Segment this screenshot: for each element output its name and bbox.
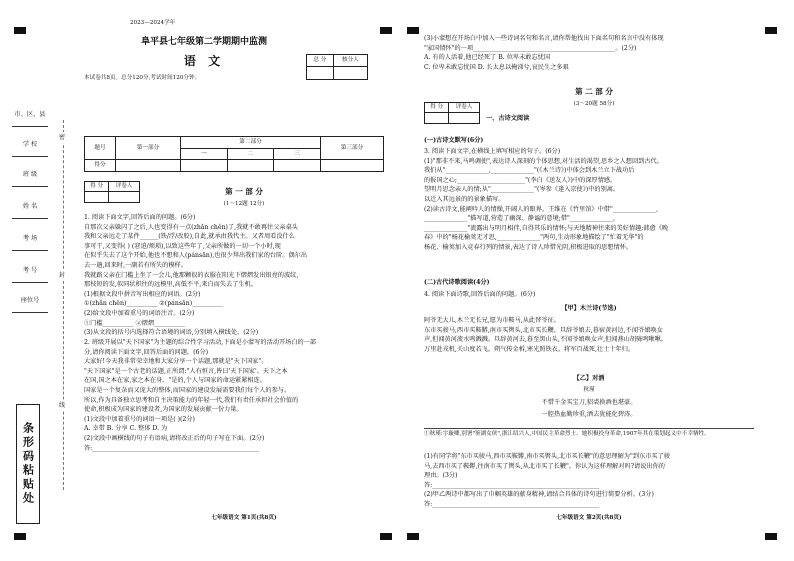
spine-field-name: 姓 名: [22, 203, 38, 210]
q-line: A. 有的人活着,他已经死了 B. 位卑未敢忘忧国: [424, 54, 551, 62]
spine-line[interactable]: [12, 156, 48, 157]
grader-name-label: 评卷人: [109, 182, 140, 192]
spine-line[interactable]: [12, 312, 48, 313]
score-cell[interactable]: [181, 160, 228, 172]
q-line: 使命,积极成为国家的建设者,为国家的发展贡献一份力量。: [84, 406, 243, 414]
registration-mark-bottom-mid-left: [380, 533, 392, 540]
question-4-subs: [424, 452, 754, 510]
page-footer-2: 七年级语文 第2页(共8页): [556, 515, 622, 521]
score-cell[interactable]: [321, 160, 384, 172]
question-block-1-2: [84, 213, 390, 453]
q-line[interactable]: 我们从"______________,______________"(《木兰诗》)中体会到木兰立下战功后: [424, 167, 635, 175]
spine-field-class: 班 级: [22, 171, 38, 178]
score-table: [84, 136, 384, 172]
q-line: (2)给文段中加着重号的词语注音。(2分): [84, 310, 195, 318]
answer-line[interactable]: 答:______________________________________________________: [84, 444, 260, 452]
exam-note: 本试卷共8页。总分120分,考试时间120分钟。: [84, 75, 201, 81]
score-table-row-label: 得分: [85, 160, 116, 172]
spine-line[interactable]: [12, 250, 48, 251]
q-line: (1)"那非不来,马鸣调使",表达诗人深刻的个体思想,对生活的渴望,思乡之人想回到古代。: [424, 157, 663, 165]
total-score-cell[interactable]: [307, 67, 334, 80]
subsection-heading: (二)古代诗歌阅读(4分): [424, 279, 490, 286]
seal-char: 封: [59, 270, 65, 281]
total-score-label: 总 分: [307, 55, 334, 67]
spine-field-seat: 座位号: [20, 297, 40, 304]
grader-name-cell[interactable]: [449, 113, 480, 124]
grader-score-cell[interactable]: [425, 113, 449, 124]
q-line[interactable]: 春》中的"杨花榆荚无才思,______________"两句,生动形象地描绘了"忙着无华"的: [424, 234, 644, 242]
barcode-paste-area: 条形码粘贴处: [16, 404, 40, 524]
poem-b-author: 秋瑾: [583, 387, 595, 393]
score-cell[interactable]: [116, 160, 181, 172]
checker-label: 核分人: [333, 55, 367, 67]
registration-mark-bottom-mid-right: [407, 533, 419, 540]
q-line: 杨花、榆荚加入竞春行列的情景,表达了诗人珍惜光阴,积极进取的思想情怀。: [424, 244, 633, 252]
footnote-rule: [424, 428, 754, 429]
score-table-header: 第二部分: [181, 137, 321, 149]
poem-b-footnote: ①秋瑾:字璇卿,别署"鉴湖女侠",浙江绍兴人,中国民主革命烈士。她积极投身革命,1907年其在策划起义中不幸牺牲。: [424, 431, 710, 437]
q-line: C. 位卑未敢忘忧国 D. 长太息以掩涕兮,哀民生之多艰: [424, 63, 569, 71]
score-cell[interactable]: [274, 160, 321, 172]
page-footer-1: 七年级语文 第1页(共8页): [211, 515, 277, 521]
q-line: 分,请你阅读下面文字,回答后面的问题。(6分): [84, 348, 209, 356]
exam-title: 阜平县七年级第二学期期中监测: [140, 37, 267, 47]
grader-name-label: 评卷人: [449, 103, 480, 113]
q-line: 理由。(3分): [424, 472, 458, 480]
q-line: 我和父亲远走了某件______(铁/浮/改胶),自此,就承由我代主。又者周看没什么: [84, 233, 295, 241]
q-line[interactable]: 望明月思念亲人的情;从"______________"(岑参《逢入京使》)中的别离。: [424, 186, 620, 194]
q-line: (2)甲乙两诗中都写出了巾帼英雄的献身精神,请结合具体的诗句进行简要分析。(3分): [424, 491, 654, 499]
grader-score-cell[interactable]: [85, 192, 109, 203]
subsection-heading: (一)古诗文默写(6分): [424, 137, 484, 144]
q-line: 自那次父亲躲闪了之后,人也变得有一点(zhǎn chěn)了,我就不敢再往父亲桌头: [84, 223, 298, 231]
spine-line[interactable]: [12, 282, 48, 283]
score-table-sub: 三: [274, 148, 321, 160]
q-line[interactable]: (2)读古诗文,能阐吟人的情操,开阔人的眼界。王维在《竹里馆》中借"______________,: [424, 205, 659, 213]
registration-mark-top-left: [14, 27, 26, 34]
score-table-header: 第一部分: [116, 137, 181, 160]
checker-cell[interactable]: [333, 67, 367, 80]
q-line: (3)从文段的括号内选择符合语境的词语,分别填入横线处。(2分): [84, 329, 259, 337]
poem-b-title: 【乙】对酒: [573, 375, 605, 382]
poem-b-line: 不惜千金买宝刀,貂裘换酒也堪豪。: [541, 399, 637, 406]
q-line: 所以,作为具备独立思考和自主决策能力的年轻一代,我们有责任承担社会价值的: [84, 396, 299, 404]
school-year: 2023—2024学年: [130, 20, 176, 26]
question-block-2-3: [424, 34, 754, 72]
poem-line: 阿爷无大儿,木兰无长兄,愿为市鞍马,从此替爷征。: [424, 317, 560, 324]
q-line: 2. 班级开展以"天下国家"为主题的综合性学习活动,下面是小蒙写的活动开场白的一部: [84, 338, 317, 346]
grader-box-2: [424, 102, 480, 124]
poem-line: 万里赴戎机,关山度若飞。朔气传金柝,寒光照铁衣。将军百战死,壮士十年归。: [424, 345, 635, 353]
q-line: 马,去西市买了鞍鞯,往南市买了辔头,从北市买了长鞭"。你认为这样理解对吗?请说出你的: [424, 462, 665, 470]
q-line: "天下国家"是一个古老的话题,正所谓:"人有恒言,皆曰'天下国家'。天下之本: [84, 367, 288, 375]
spine-line[interactable]: [12, 126, 48, 127]
spine-field-district: 市、区、县: [14, 111, 46, 118]
q-line: 去一趟,回来时,一副若有所失的模样。: [84, 262, 187, 270]
spine-line[interactable]: [12, 186, 48, 187]
subject-title: 语 文: [183, 54, 225, 68]
binding-spine: [8, 40, 54, 522]
q-line: 在国,国之本在家,家之本在身。"是的,个人与国家的命运紧紧相连。: [84, 377, 266, 385]
q-line[interactable]: ______________"描写道,营造了幽深、静谧的意境;借"______________,: [424, 215, 616, 223]
q-line: (1)根据文段中拼音写出相应的词语。(2分): [84, 290, 201, 298]
q-line: A. 幸带 B. 分享 C. 整体 D. 为: [84, 425, 168, 433]
spine-line[interactable]: [12, 218, 48, 219]
grader-box: [84, 181, 140, 203]
poem-line: 东市买骏马,西市买鞍鞯,南市买辔头,北市买长鞭。旦辞爷娘去,暮宿黄河边,不闻爷娘唤女: [424, 326, 663, 334]
q-line: (1)有同学将"东市买骏马,西市买鞍鞯,南市买辔头,北市买长鞭"的意思理解为"到东市买了骏: [424, 453, 670, 460]
q-line: 1. 阅读下面文字,回答后面的问题。(6分): [84, 214, 196, 221]
q-line: 那枝短的发,似同状积往的远模里,高低不平,来白而失去了生机。: [84, 281, 257, 289]
answer-line[interactable]: 答:______________________________________________________: [424, 481, 600, 489]
page-1: [84, 14, 390, 526]
total-score-box: [306, 54, 368, 80]
q-line: 大家好!今天我非常荣幸地和大家分享一个话题,那就是"天下国家"。: [84, 358, 268, 366]
score-cell[interactable]: [227, 160, 274, 172]
spine-field-exam-room: 考 场: [22, 235, 38, 242]
q-line: ①(zhǎn chěn)__________ ②(pánsān)__________: [84, 300, 224, 308]
grader-name-cell[interactable]: [109, 192, 140, 203]
poem-b-line: 一腔热血勤珍重,洒去犹能化碧涛。: [541, 411, 637, 418]
score-table-header: 第三部分: [321, 137, 384, 160]
page-2: [424, 34, 754, 526]
q-line: ①门槛__________ ②熠熠__________: [84, 319, 185, 327]
score-table-sub: 二: [227, 148, 274, 160]
seal-cut-line: [63, 120, 64, 490]
section-heading: 一、古诗文阅读: [486, 115, 530, 122]
q-line: (2)文段中画横线的句子有语病,请将改正后的句子写在下面。(2分): [84, 435, 265, 443]
q-line: 事可干,又变得( ) (窘迫/烦琐),以致这些年了,父亲所做的一切一个小时,现: [84, 242, 281, 250]
q-line: (1)文段中加着重号的词语一项是( )(2分): [84, 415, 195, 423]
poem-a-body: [424, 316, 754, 354]
q-line: 在似乎失去了这个开始,他也不想和人(pánsān),也很少拜出我们家的台阶。偶尔出: [84, 252, 308, 260]
poem-a-title: 【甲】木兰诗(节选): [561, 305, 617, 312]
registration-mark-bottom-right: [765, 533, 777, 540]
part-1-title: 第 一 部 分: [225, 187, 263, 196]
q-line: (3)小蒙想在开场白中加入一些诗词名句和名言,请你帮他找出下面名句和名言中没有体现: [424, 35, 664, 42]
score-table-header: 题号: [85, 137, 116, 160]
seal-char: 线: [59, 400, 65, 411]
question-4-prompt: 4. 阅读下面诗歌,回答后面的问题。(6分): [424, 291, 536, 298]
q-line[interactable]: ______________"流露出与明月相伴,自得其乐的情怀;与天地精神往来的美好情趣;韩愈《晚: [424, 224, 669, 232]
part-1-subtitle: (1～12题 12分): [223, 201, 265, 207]
part-2-title: 第 二 部 分: [575, 87, 613, 96]
spine-field-school: 学 校: [22, 141, 38, 148]
registration-mark-top-mid-right: [407, 27, 419, 34]
grader-score-label: 得 分: [425, 103, 449, 113]
seal-char: 密: [59, 132, 65, 143]
part-2-subtitle: (3～20题 58分): [573, 101, 615, 107]
registration-mark-bottom-left: [14, 533, 26, 540]
q-line: "家国情怀"的一项______________________________________________。(2分): [424, 44, 637, 52]
q-line[interactable]: 的报国之心;______________________"(李白《送友人》)中的深厚情感。: [424, 176, 617, 184]
grader-score-label: 得 分: [85, 182, 109, 192]
answer-line[interactable]: 答:______________________________________________________: [424, 501, 600, 509]
registration-mark-top-right: [765, 27, 777, 34]
score-table-sub: 一: [181, 148, 228, 160]
q-line: 以迁入其远景的的景象描写。: [424, 196, 505, 204]
spine-field-exam-number: 考 号: [22, 267, 38, 274]
q-line: 我就路父亲在门槛上坐了一会儿,他那颗很的衣服在阳光下熠熠发出银亮的波纹,: [84, 271, 299, 279]
poem-line: 声,但闻黄河流水鸣溅溅。旦辞黄河去,暮至黑山头,不闻爷娘唤女声,但闻燕山胡骑鸣啾啾。: [424, 336, 667, 344]
question-block-3: [424, 147, 754, 253]
q-line: 3. 阅读下面文字,在横线上填写相应的句子。(6分): [424, 148, 561, 155]
q-line: 国家是一个复杂而又庞大的整体,而国家的建设发展需要我们每个人的参与。: [84, 386, 291, 394]
